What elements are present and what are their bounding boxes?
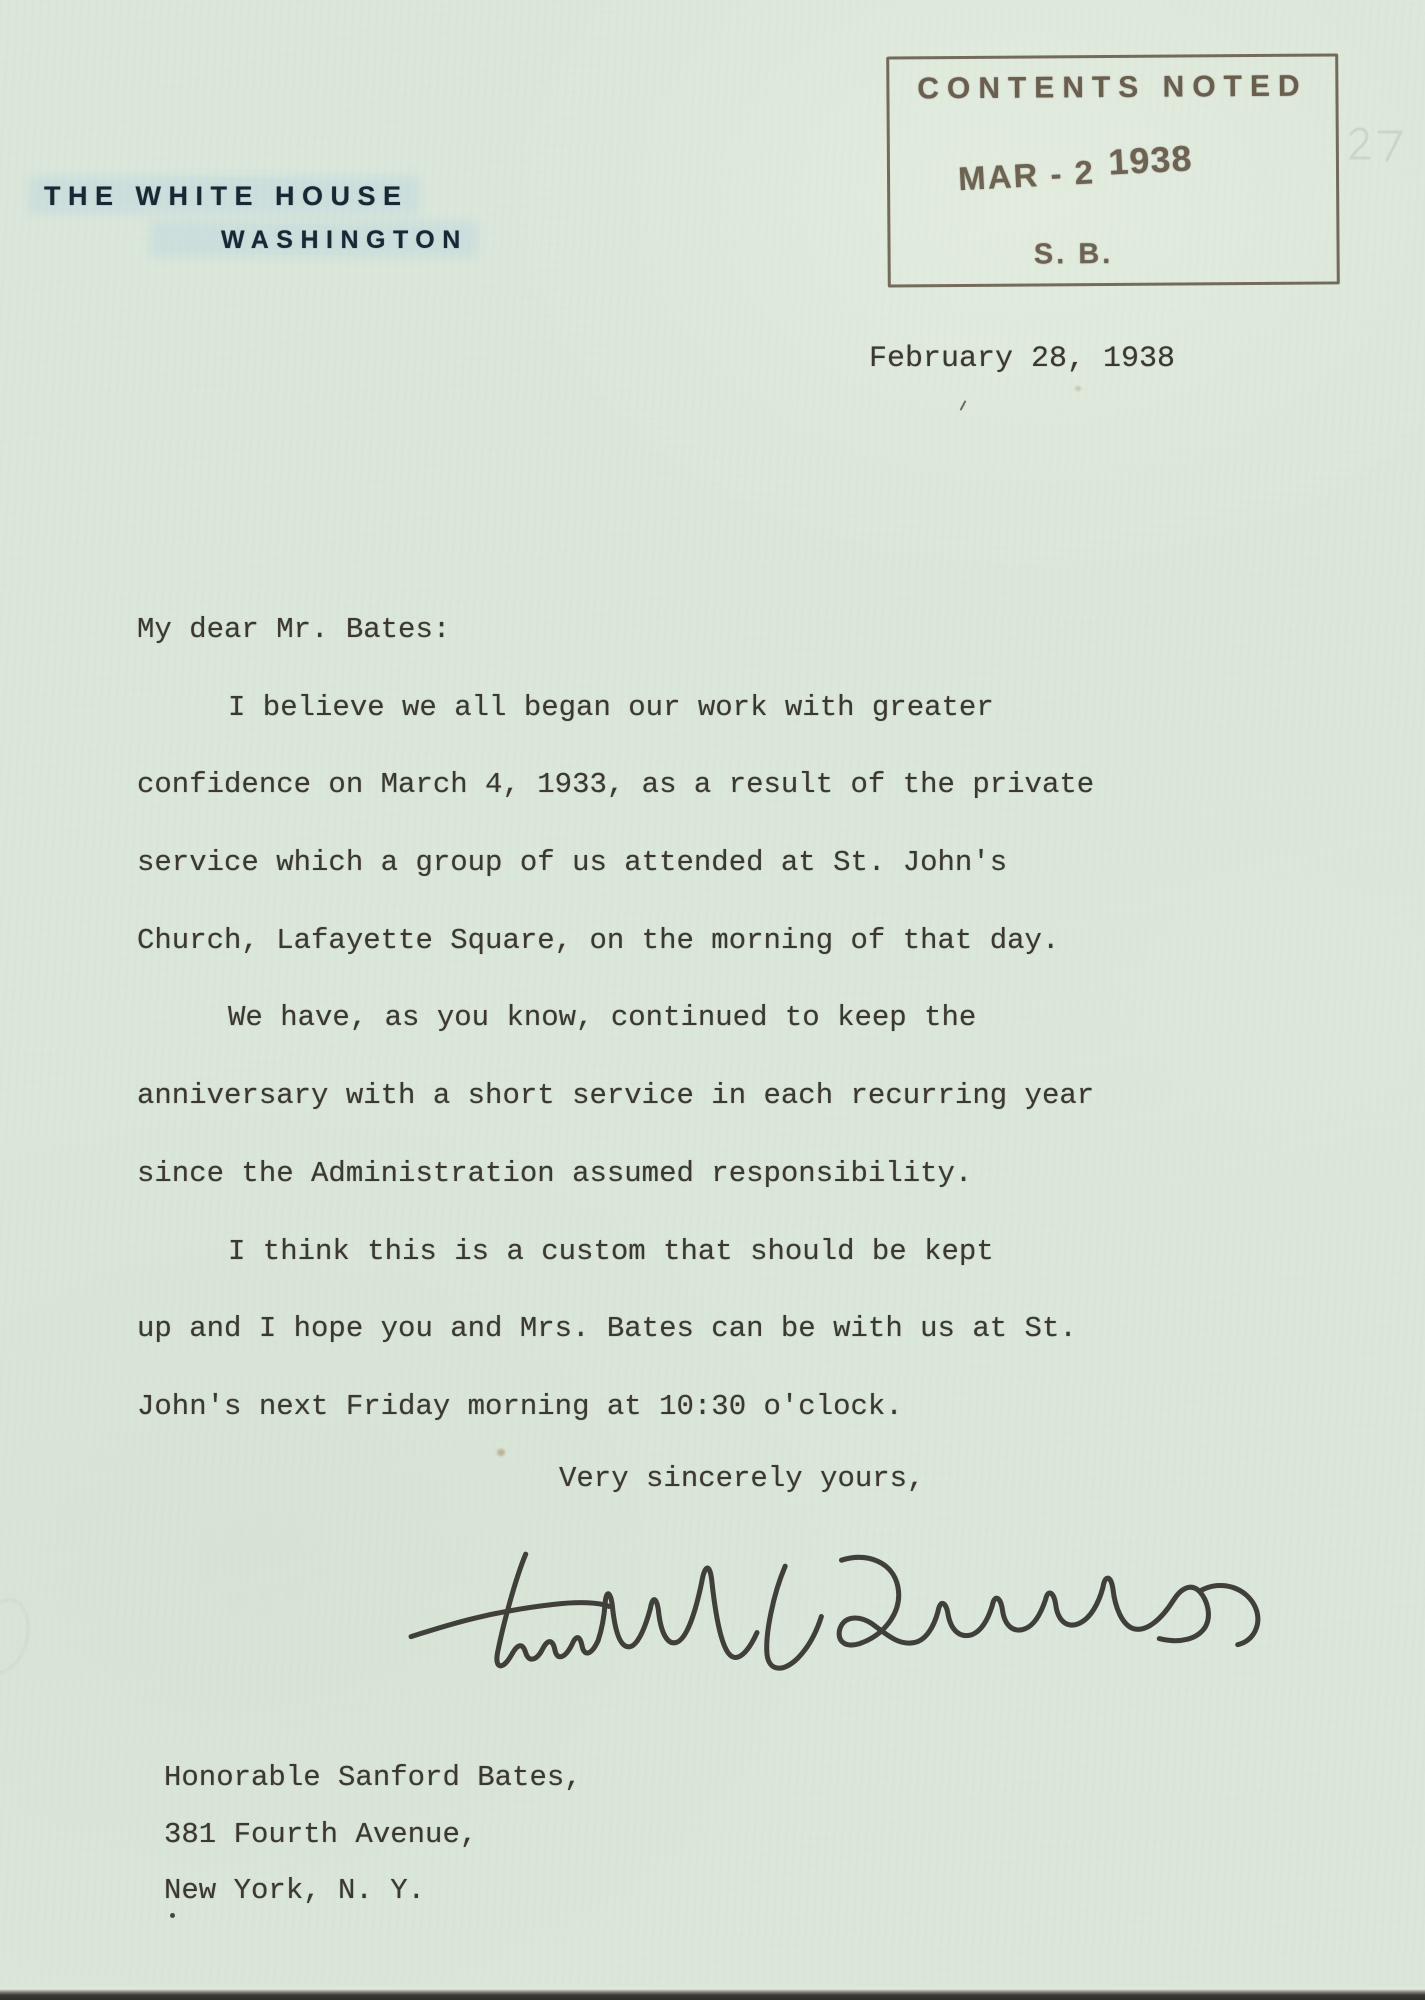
stamp-date-month-day: MAR - 2	[956, 152, 1096, 197]
stamp-date-year: 1938	[1106, 136, 1193, 183]
body-line: service which a group of us attended at St. John's	[137, 846, 1008, 880]
recipient-address	[164, 1750, 582, 1920]
body-line: We have, as you know, continued to keep the	[228, 1001, 977, 1035]
body-line: up and I hope you and Mrs. Bates can be with us at St.	[137, 1312, 1077, 1346]
recipient-line: New York, N. Y.	[164, 1874, 426, 1907]
stamp-initials: S. B.	[1033, 238, 1114, 271]
body-line: John's next Friday morning at 10:30 o'clock.	[137, 1389, 903, 1423]
body-line: Church, Lafayette Square, on the morning of that day.	[137, 923, 1060, 957]
stamp-title: CONTENTS NOTED	[917, 69, 1308, 106]
ink-speck	[170, 1913, 175, 1918]
body-line: I believe we all began our work with greater	[228, 690, 994, 724]
stamp-date	[956, 136, 1194, 199]
signature-franklin-d-roosevelt	[403, 1546, 1288, 1691]
body-line: confidence on March 4, 1933, as a result of the private	[137, 768, 1095, 802]
body-line: since the Administration assumed responsibility.	[137, 1156, 973, 1190]
letter-body	[137, 591, 1094, 1446]
letterhead-city: WASHINGTON	[221, 226, 468, 254]
paper-stain	[945, 1012, 948, 1015]
scan-edge	[0, 1986, 1425, 2000]
faint-pencil-mark	[1345, 120, 1407, 168]
salutation: My dear Mr. Bates:	[137, 613, 451, 646]
closing: Very sincerely yours,	[559, 1462, 925, 1495]
recipient-line: Honorable Sanford Bates,	[164, 1761, 582, 1794]
stray-typewriter-mark	[960, 400, 967, 411]
body-line: anniversary with a short service in each recurring year	[137, 1079, 1095, 1113]
recipient-line: 381 Fourth Avenue,	[164, 1817, 478, 1851]
dateline: February 28, 1938	[869, 342, 1176, 376]
body-line: I think this is a custom that should be kept	[228, 1234, 994, 1268]
received-stamp	[886, 53, 1340, 287]
margin-smudge	[0, 1593, 36, 1678]
paper-stain	[497, 1449, 505, 1456]
letterhead-title: THE WHITE HOUSE	[44, 181, 409, 211]
paper-stain	[1075, 386, 1081, 391]
